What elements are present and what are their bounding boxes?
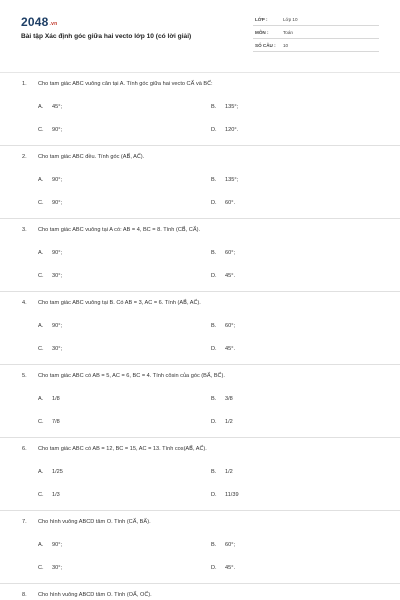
question-stem: 2. Cho tam giác ABC đều. Tính góc (AB⃗, AC⃗). (22, 154, 145, 160)
option-c[interactable]: C. 7/8 (38, 419, 60, 425)
option-b[interactable]: B. 60°; (211, 250, 236, 256)
option-c[interactable]: C. 30°; (38, 346, 63, 352)
question-stem: 1. Cho tam giác ABC vuông cân tại A. Tính góc giữa hai vecto CA⃗ và BC⃗: (22, 81, 213, 87)
question-stem: 7. Cho hình vuông ABCD tâm O. Tính (CA⃗, BA⃗). (22, 519, 151, 525)
option-a[interactable]: A. 90°; (38, 250, 63, 256)
question-4 (0, 291, 400, 364)
option-c[interactable]: C. 90°; (38, 200, 63, 206)
option-d[interactable]: D. 120°. (211, 127, 239, 133)
site-logo[interactable]: 2048.vn (21, 15, 58, 29)
question-stem: 6. Cho tam giác ABC có AB = 12, BC = 15, AC = 13. Tính cos(AB⃗, AC⃗). (22, 446, 207, 452)
question-2 (0, 145, 400, 218)
option-d[interactable]: D. 45°. (211, 273, 236, 279)
option-d[interactable]: D. 45°. (211, 346, 236, 352)
meta-count (253, 40, 379, 52)
option-a[interactable]: A. 45°; (38, 104, 63, 110)
option-d[interactable]: D. 11/39 (211, 492, 239, 498)
option-a[interactable]: A. 1/8 (38, 396, 60, 402)
question-6 (0, 437, 400, 510)
option-c[interactable]: C. 90°; (38, 127, 63, 133)
meta-count-value: 10 (283, 43, 289, 48)
option-d[interactable]: D. 60°. (211, 200, 236, 206)
meta-subject (253, 27, 379, 39)
option-b[interactable]: B. 135°; (211, 177, 239, 183)
meta-count-label: SỐ CÂU : (255, 43, 276, 48)
question-stem: 5. Cho tam giác ABC có AB = 5, AC = 6, BC = 4. Tính côsin của góc (BA⃗, BC⃗). (22, 373, 225, 379)
option-b[interactable]: B. 135°; (211, 104, 239, 110)
option-a[interactable]: A. 1/25 (38, 469, 63, 475)
option-c[interactable]: C. 30°; (38, 565, 63, 571)
question-stem: 4. Cho tam giác ABC vuông tại B. Có AB = 3, AC = 6. Tính (AB⃗, AC⃗). (22, 300, 201, 306)
option-d[interactable]: D. 45°. (211, 565, 236, 571)
meta-grade-value: Lớp 10 (283, 17, 298, 22)
option-a[interactable]: A. 90°; (38, 323, 63, 329)
question-8 (0, 583, 400, 600)
option-c[interactable]: C. 30°; (38, 273, 63, 279)
question-3 (0, 218, 400, 291)
option-a[interactable]: A. 90°; (38, 177, 63, 183)
question-5 (0, 364, 400, 437)
meta-subject-value: Toán (283, 30, 293, 35)
question-stem: 8. Cho hình vuông ABCD tâm O. Tính (OA⃗, OC⃗). (22, 592, 152, 598)
meta-grade-label: LỚP : (255, 17, 268, 22)
meta-grade (253, 14, 379, 26)
option-b[interactable]: B. 60°; (211, 323, 236, 329)
question-stem: 3. Cho tam giác ABC vuông tại A có: AB = 4, BC = 8. Tính (CB⃗, CA⃗). (22, 227, 201, 233)
question-list (0, 72, 400, 600)
option-d[interactable]: D. 1/2 (211, 419, 233, 425)
option-b[interactable]: B. 60°; (211, 542, 236, 548)
option-b[interactable]: B. 3/8 (211, 396, 233, 402)
meta-subject-label: MÔN : (255, 30, 269, 35)
page-title: Bài tập Xác định góc giữa hai vecto lớp 10 (có lời giải) (21, 33, 192, 40)
option-c[interactable]: C. 1/3 (38, 492, 60, 498)
question-1 (0, 72, 400, 145)
option-b[interactable]: B. 1/2 (211, 469, 233, 475)
question-7 (0, 510, 400, 583)
option-a[interactable]: A. 90°; (38, 542, 63, 548)
